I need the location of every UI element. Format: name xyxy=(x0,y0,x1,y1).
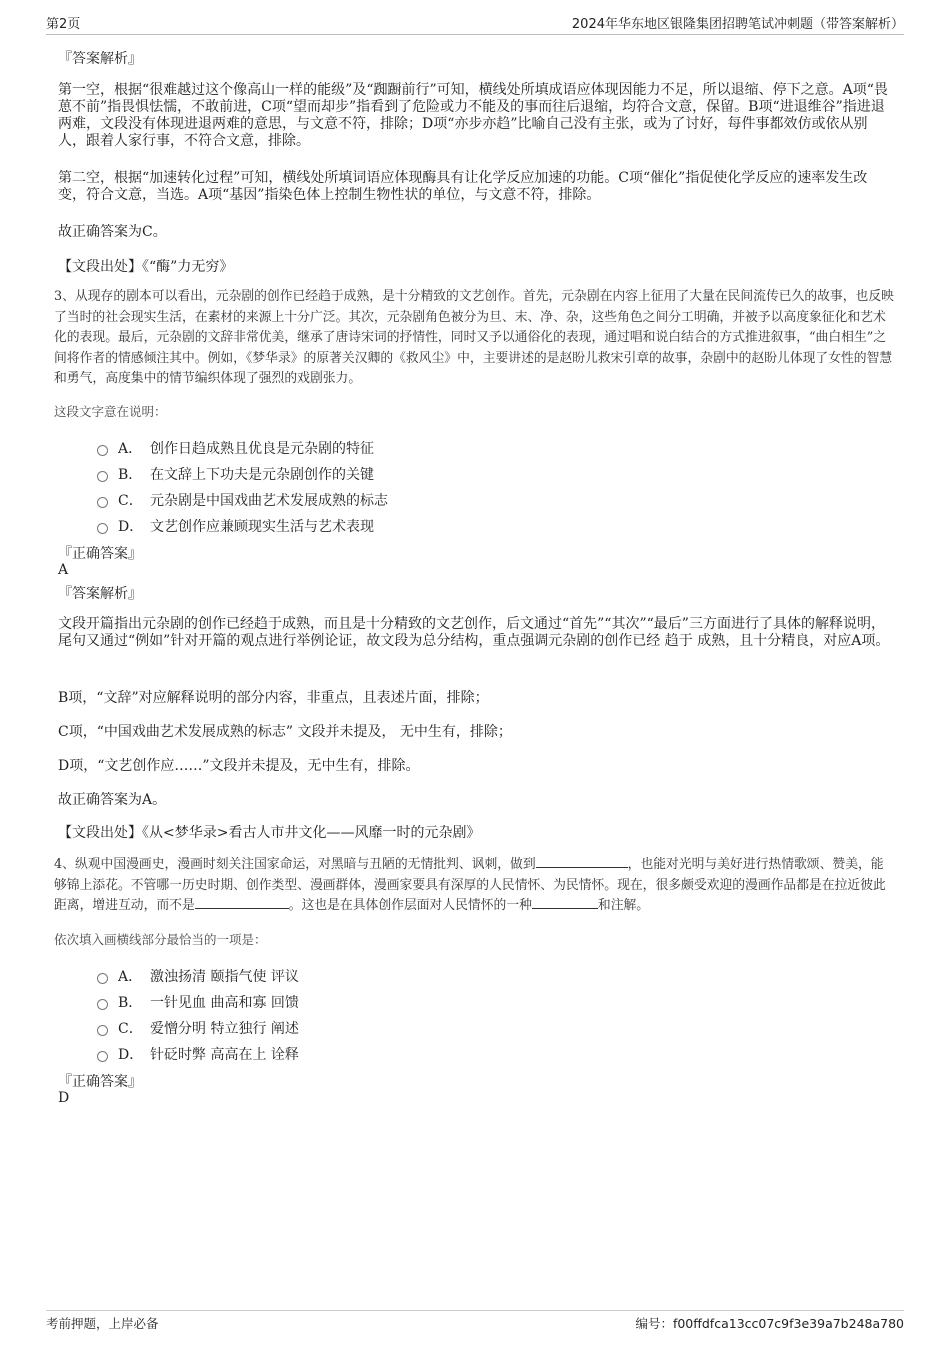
q3-analysis-c: C项，“中国戏曲艺术发展成熟的标志” 文段并未提及， 无中生有，排除； xyxy=(58,724,512,740)
q4-answer: D xyxy=(58,1090,70,1106)
radio-button-icon[interactable] xyxy=(97,1025,108,1036)
blank-1 xyxy=(536,855,628,868)
q3-analysis-label: 『答案解析』 xyxy=(58,586,142,602)
q2-analysis-label: 『答案解析』 xyxy=(58,51,142,67)
q3-answer-label: 『正确答案』 xyxy=(58,546,142,562)
document-id: 编号：f00ffdfca13cc07c9f3e39a7b248a780 xyxy=(635,1316,904,1331)
footer-slogan: 考前押题，上岸必备 xyxy=(46,1316,159,1331)
q3-option-d[interactable] xyxy=(97,516,374,536)
q3-analysis-b: B项，“文辞”对应解释说明的部分内容，非重点，且表述片面，排除； xyxy=(58,690,489,706)
q3-analysis-d: D项，“文艺创作应……”文段并未提及，无中生有，排除。 xyxy=(58,758,420,774)
option-text: 元杂剧是中国戏曲艺术发展成熟的标志 xyxy=(150,493,388,509)
radio-button-icon[interactable] xyxy=(97,523,108,534)
q3-prompt: 这段文字意在说明： xyxy=(54,404,167,419)
q3-source: 【文段出处】《从<梦华录>看古人市井文化——风靡一时的元杂剧》 xyxy=(58,825,481,841)
option-text: 针砭时弊 高高在上 诠释 xyxy=(150,1047,299,1063)
document-title: 2024年华东地区银隆集团招聘笔试冲刺题（带答案解析） xyxy=(571,17,904,32)
page-number: 第2页 xyxy=(46,17,81,32)
q3-option-c[interactable] xyxy=(97,490,388,510)
option-letter: D． xyxy=(118,1047,144,1063)
radio-button-icon[interactable] xyxy=(97,1051,108,1062)
q4-stem-part3: 。这也是在具体创作层面对人民情怀的一种 xyxy=(288,898,532,913)
q4-stem-part1: 4、纵观中国漫画史，漫画时刻关注国家命运，对黑暗与丑陋的无情批判、讽刺，做到 xyxy=(54,857,536,872)
radio-button-icon[interactable] xyxy=(97,973,108,984)
option-letter: A． xyxy=(118,441,143,457)
q2-conclusion: 故正确答案为C。 xyxy=(58,224,167,240)
q3-conclusion: 故正确答案为A。 xyxy=(58,792,167,808)
blank-2 xyxy=(195,896,289,909)
option-letter: B． xyxy=(118,467,143,483)
radio-button-icon[interactable] xyxy=(97,497,108,508)
q3-analysis-p1: 文段开篇指出元杂剧的创作已经趋于成熟，而且是十分精致的文艺创作，后文通过“首先”“其次”“最后”三方面进行了具体的解释说明，尾句又通过“例如”针对开篇的观点进行举例论证，故文段为总分结构，重点强调元杂剧的创作已经 趋于 成熟，且十分精良，对应A项。 xyxy=(58,616,890,649)
q2-analysis-p1: 第一空，根据“很难越过这个像高山一样的能级”及“踟蹰前行”可知，横线处所填成语应体现因能力不足，所以退缩、停下之意。A项“畏葸不前”指畏惧怯懦，不敢前进，C项“望而却步”指看到了危险或力不能及的事而往后退缩，均符合文意，保留。B项“进退维谷”指进退两难，文段没有体现进退两难的意思，与文意不符，排除；D项“亦步亦趋”比喻自己没有主张，或为了讨好，每件事都效仿或依从别人，跟着人家行事，不符合文意，排除。 xyxy=(58,82,888,149)
option-text: 一针见血 曲高和寡 回馈 xyxy=(150,995,299,1011)
blank-3 xyxy=(532,896,598,909)
radio-button-icon[interactable] xyxy=(97,999,108,1010)
option-text: 文艺创作应兼顾现实生活与艺术表现 xyxy=(150,519,374,535)
q3-option-b[interactable] xyxy=(97,464,374,484)
radio-button-icon[interactable] xyxy=(97,445,108,456)
option-text: 激浊扬清 颐指气使 评议 xyxy=(150,969,299,985)
q4-stem xyxy=(54,855,896,917)
q4-answer-label: 『正确答案』 xyxy=(58,1074,142,1090)
option-text: 在文辞上下功夫是元杂剧创作的关键 xyxy=(150,467,374,483)
q4-stem-part4: 和注解。 xyxy=(597,898,650,913)
option-text: 爱憎分明 特立独行 阐述 xyxy=(150,1021,299,1037)
option-letter: B． xyxy=(118,995,143,1011)
q4-stem-part2: ，也能对光明与美好进行热情歌颂、赞美，能够锦上添花。不管哪一历史时期、创作类型、漫画群体，漫画家要具有深厚的人民情怀、为民情怀。现在，很多颇受欢迎的漫画作品都是在拉近彼此距离，增进互动，而不是 xyxy=(54,857,886,913)
option-text: 创作日趋成熟且优良是元杂剧的特征 xyxy=(150,441,374,457)
q2-source: 【文段出处】《“酶”力无穷》 xyxy=(58,259,234,275)
page-footer xyxy=(46,1310,904,1332)
q3-answer: A xyxy=(58,562,69,578)
option-letter: D． xyxy=(118,519,144,535)
q3-option-a[interactable] xyxy=(97,438,374,458)
q4-option-a[interactable] xyxy=(97,966,299,986)
option-letter: C． xyxy=(118,493,143,509)
q4-option-d[interactable] xyxy=(97,1044,299,1064)
q4-prompt: 依次填入画横线部分最恰当的一项是： xyxy=(54,932,267,947)
option-letter: C． xyxy=(118,1021,143,1037)
q3-stem: 3、从现存的剧本可以看出，元杂剧的创作已经趋于成熟，是十分精致的文艺创作。首先，元杂剧在内容上征用了大量在民间流传已久的故事，也反映了当时的社会现实生活，在素材的来源上十分广泛。其次，元杂剧角色被分为旦、末、净、杂，这些角色之间分工明确，并被予以高度象征化和艺术化的表现。最后，元杂剧的文辞非常优美，继承了唐诗宋词的抒情性，同时又予以通俗化的表现，通过唱和说白结合的方式推进叙事，“曲白相生”之间将作者的情感倾注其中。例如，《梦华录》的原著关汉卿的《救风尘》中，主要讲述的是赵盼儿救宋引章的故事，杂剧中的赵盼儿体现了女性的智慧和勇气，高度集中的情节编织体现了强烈的戏剧张力。 xyxy=(54,289,894,386)
q4-option-c[interactable] xyxy=(97,1018,299,1038)
q4-option-b[interactable] xyxy=(97,992,299,1012)
q2-analysis-p2: 第二空，根据“加速转化过程”可知，横线处所填词语应体现酶具有让化学反应加速的功能。C项“催化”指促使化学反应的速率发生改变，符合文意，当选。A项“基因”指染色体上控制生物性状的单位，与文意不符，排除。 xyxy=(58,170,868,203)
option-letter: A． xyxy=(118,969,143,985)
radio-button-icon[interactable] xyxy=(97,471,108,482)
